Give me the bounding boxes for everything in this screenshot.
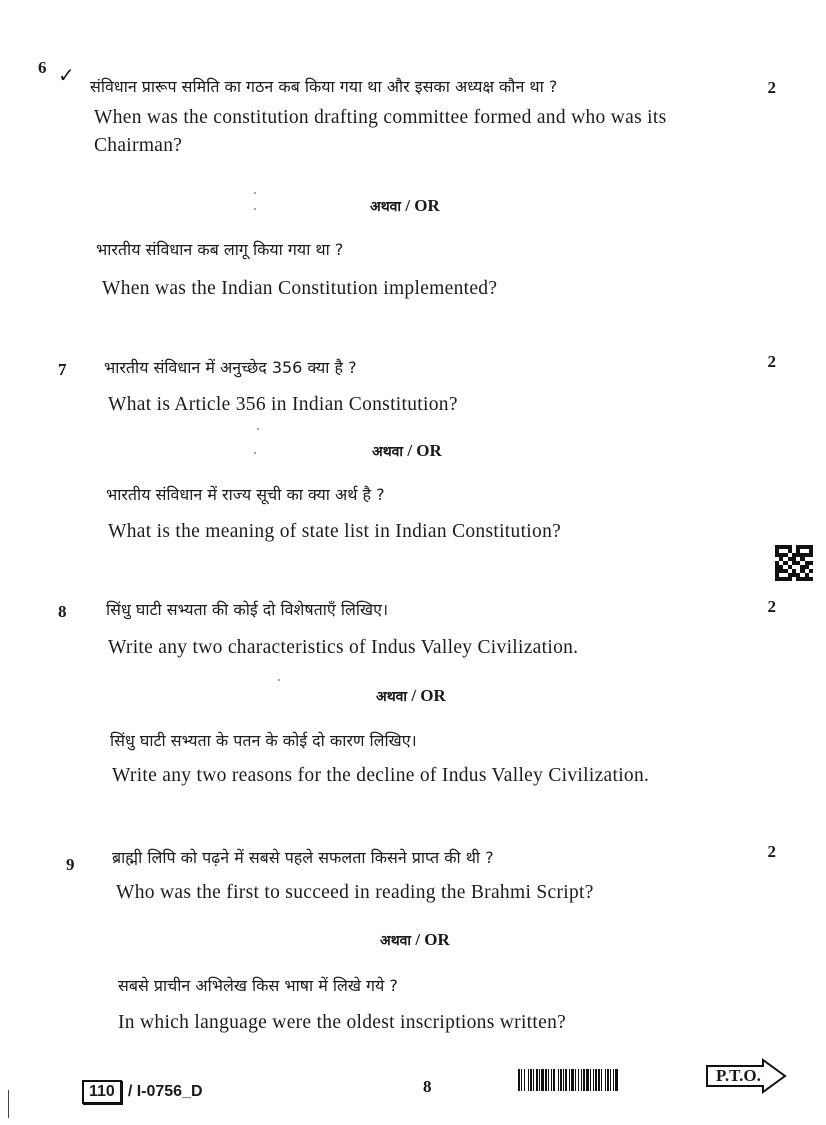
margin-scan-line [8, 1090, 9, 1118]
question-number: 6 [38, 58, 47, 77]
or-separator [376, 686, 446, 706]
paper-code-block [82, 1080, 203, 1104]
or-english: / OR [407, 441, 442, 460]
question-number: 7 [58, 360, 67, 379]
scan-speck [254, 452, 256, 454]
box-code: 110 [82, 1080, 122, 1104]
or-separator [380, 930, 450, 950]
paper-code: / I-0756_D [127, 1083, 203, 1100]
page-number: 8 [423, 1077, 432, 1096]
alternative-question-english: Write any two reasons for the decline of Indus Valley Civilization. [112, 765, 650, 786]
or-separator [372, 441, 442, 461]
question-marks: 2 [767, 842, 776, 861]
question-number: 8 [58, 602, 67, 621]
or-hindi: अथवा [372, 444, 404, 460]
scan-speck [254, 208, 256, 210]
qr-code [775, 545, 813, 581]
question-english: What is Article 356 in Indian Constitution? [108, 394, 458, 415]
question-english: Who was the first to succeed in reading the Brahmi Script? [116, 882, 594, 903]
alternative-question-english: In which language were the oldest inscriptions written? [118, 1012, 567, 1033]
question-english: Write any two characteristics of Indus Valley Civilization. [108, 637, 579, 658]
handwritten-tick-mark: ✓ [58, 63, 75, 87]
barcode [518, 1069, 690, 1091]
or-english: / OR [415, 930, 450, 949]
pto-label: P.T.O. [716, 1066, 761, 1085]
question-english: When was the constitution drafting committee formed and who was its Chairman? [94, 107, 667, 156]
question-hindi: ब्राह्मी लिपि को पढ़ने में सबसे पहले सफलता किसने प्राप्त की थी ? [112, 848, 494, 867]
scan-speck [254, 192, 256, 194]
question-marks: 2 [767, 78, 776, 97]
qr-module [809, 577, 813, 581]
or-hindi: अथवा [376, 689, 408, 705]
alternative-question-hindi: सबसे प्राचीन अभिलेख किस भाषा में लिखे गये ? [118, 976, 398, 995]
alternative-question-hindi: भारतीय संविधान में राज्य सूची का क्या अर्थ है ? [106, 485, 385, 504]
or-hindi: अथवा [370, 199, 402, 215]
question-hindi: भारतीय संविधान में अनुच्छेद 356 क्या है ? [104, 358, 357, 377]
question-hindi: सिंधु घाटी सभ्यता की कोई दो विशेषताएँ लिखिए। [106, 600, 389, 619]
question-marks: 2 [767, 597, 776, 616]
scan-speck [278, 679, 280, 681]
or-hindi: अथवा [380, 933, 412, 949]
barcode-bar [618, 1069, 620, 1091]
alternative-question-english: What is the meaning of state list in Indian Constitution? [108, 521, 562, 542]
or-english: / OR [405, 196, 440, 215]
question-hindi: संविधान प्रारूप समिति का गठन कब किया गया था और इसका अध्यक्ष कौन था ? [90, 77, 558, 96]
or-english: / OR [411, 686, 446, 705]
alternative-question-hindi: सिंधु घाटी सभ्यता के पतन के कोई दो कारण लिखिए। [110, 731, 417, 750]
question-number: 9 [66, 855, 75, 874]
alternative-question-english: When was the Indian Constitution implemented? [102, 278, 498, 299]
scan-speck [257, 428, 259, 430]
question-marks: 2 [767, 352, 776, 371]
or-separator [370, 196, 440, 216]
alternative-question-hindi: भारतीय संविधान कब लागू किया गया था ? [96, 240, 344, 259]
